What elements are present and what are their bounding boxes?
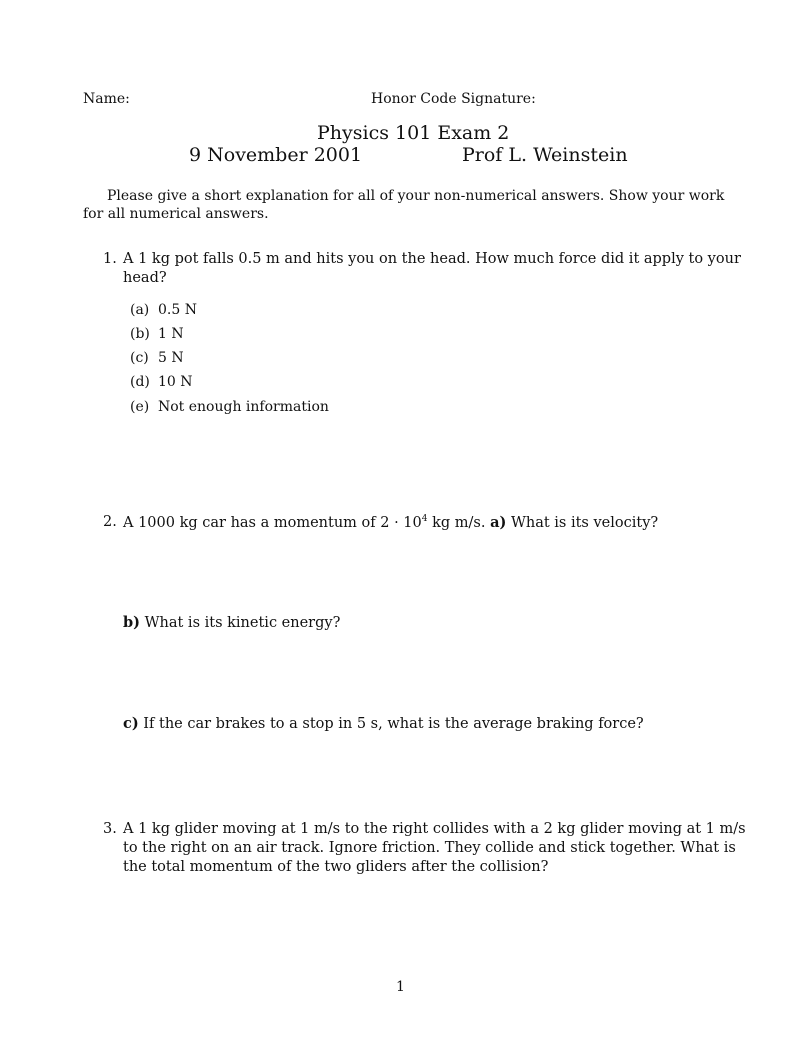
instructions-line-2: for all numerical answers. <box>83 206 269 222</box>
question-3-line-3: the total momentum of the two gliders after the collision? <box>123 859 549 875</box>
question-2-part-a-label: a) <box>490 514 507 531</box>
q1-option-a-letter: (a) <box>130 302 150 318</box>
question-2-exponent: 4 <box>421 514 428 525</box>
q1-option-d-text: 10 N <box>158 374 193 390</box>
q1-option-b-letter: (b) <box>130 326 150 342</box>
q1-option-b-text: 1 N <box>158 326 184 342</box>
professor-name: Prof L. Weinstein <box>462 144 628 166</box>
q1-option-c-text: 5 N <box>158 350 184 366</box>
instructions-line-1: Please give a short explanation for all of your non-numerical answers. Show your work <box>107 188 725 204</box>
question-1-line-1: A 1 kg pot falls 0.5 m and hits you on the head. How much force did it apply to your <box>123 251 741 267</box>
question-2-stem-text: A 1000 kg car has a momentum of 2 · 10 <box>123 515 422 531</box>
question-2-part-c-label: c) <box>123 715 139 732</box>
exam-date: 9 November 2001 <box>189 144 363 166</box>
question-2-part-b <box>123 613 340 633</box>
question-2-stem <box>123 513 658 533</box>
q1-option-d-letter: (d) <box>130 374 150 390</box>
question-3-line-1: A 1 kg glider moving at 1 m/s to the right collides with a 2 kg glider moving at 1 m/s <box>123 821 746 837</box>
question-2-part-b-text: What is its kinetic energy? <box>140 615 341 631</box>
question-2-part-c-text: If the car brakes to a stop in 5 s, what is the average braking force? <box>138 716 644 732</box>
honor-code-label: Honor Code Signature: <box>371 91 536 107</box>
q1-option-e-text: Not enough information <box>158 399 329 415</box>
exam-title: Physics 101 Exam 2 <box>317 122 510 144</box>
question-2-part-c <box>123 714 644 734</box>
question-1-line-2: head? <box>123 270 167 286</box>
question-2-part-a-text: What is its velocity? <box>506 515 659 531</box>
q1-option-a-text: 0.5 N <box>158 302 197 318</box>
question-3-number: 3. <box>103 821 117 837</box>
q1-option-e-letter: (e) <box>130 399 150 415</box>
question-3-line-2: to the right on an air track. Ignore friction. They collide and stick together. What is <box>123 840 736 856</box>
page-number: 1 <box>396 979 405 995</box>
question-2-stem-units: kg m/s. <box>427 515 486 531</box>
name-label: Name: <box>83 91 130 107</box>
question-2-part-b-label: b) <box>123 614 140 631</box>
question-2-number: 2. <box>103 514 117 530</box>
q1-option-c-letter: (c) <box>130 350 149 366</box>
question-1-number: 1. <box>103 251 117 267</box>
